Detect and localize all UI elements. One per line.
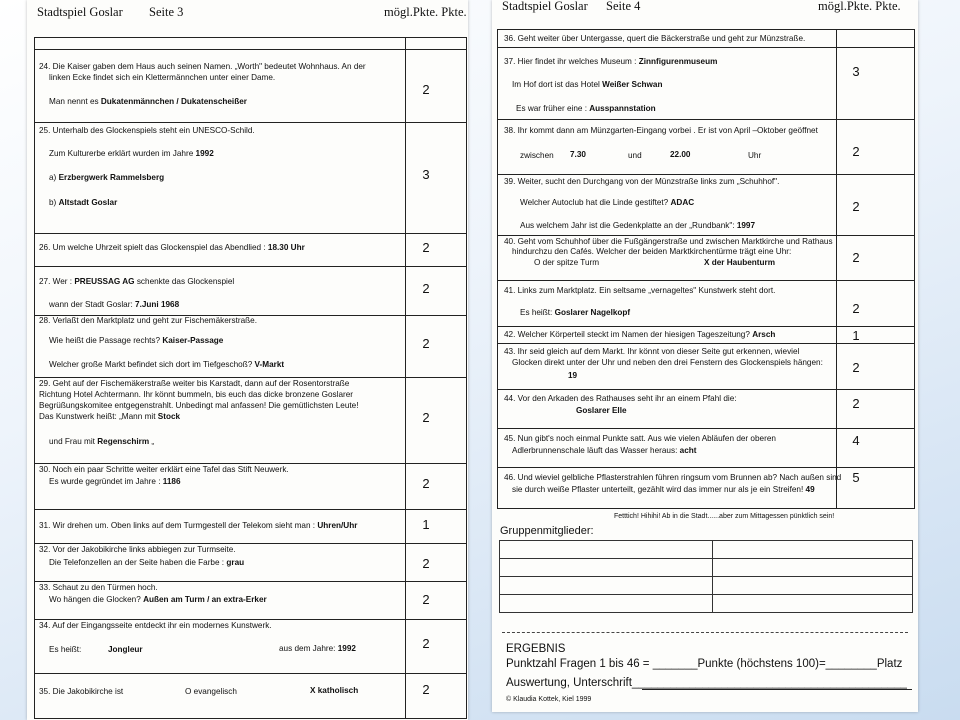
question-24 (35, 50, 466, 123)
question-35 (35, 674, 466, 718)
question-text: Wo hängen die Glocken? (49, 595, 144, 604)
possible-points: 2 (422, 476, 430, 491)
question-text: 43. Ihr seid gleich auf dem Markt. Ihr könnt von dieser Seite gut erkennen, wieviel (504, 347, 800, 356)
question-text: 33. Schaut zu den Türmen hoch. (39, 583, 158, 592)
page-header (492, 0, 918, 16)
possible-points: 2 (852, 301, 860, 316)
answer-value: PREUSSAG AG (74, 277, 135, 286)
separator-line (502, 632, 908, 633)
question-40 (498, 236, 914, 281)
possible-points: 2 (422, 336, 430, 351)
question-text: Welcher Autoclub hat die Linde gestiftet? (520, 198, 671, 207)
question-34 (35, 620, 466, 674)
question-text: Es heißt: (520, 308, 555, 317)
question-39 (498, 175, 914, 236)
answer-value: Jongleur (108, 645, 143, 654)
member-cell[interactable] (713, 595, 913, 613)
possible-points: 2 (852, 396, 860, 411)
question-text: 30. Noch ein paar Schritte weiter erklärt eine Tafel das Stift Neuwerk. (39, 465, 289, 474)
question-text: 36. Geht weiter über Untergasse, quert die Bäckerstraße und geht zur Münzstraße. (504, 34, 806, 43)
question-text: Die Telefonzellen an der Seite haben die Farbe : (49, 558, 227, 567)
question-26 (35, 234, 466, 267)
possible-points: 2 (422, 592, 430, 607)
member-cell[interactable] (500, 577, 713, 595)
member-cell[interactable] (500, 559, 713, 577)
result-line-signature: Auswertung, Unterschrift___________________________________________ (506, 677, 907, 689)
answer-value: 49 (805, 485, 815, 494)
possible-points: 2 (422, 636, 430, 651)
possible-points: 5 (852, 470, 860, 485)
question-text: 37. Hier findet ihr welches Museum : (504, 57, 639, 66)
question-27 (35, 267, 466, 316)
question-text: Uhr (748, 151, 762, 160)
question-37 (498, 48, 914, 120)
question-text: 31. Wir drehen um. Oben links auf dem Turmgestell der Telekom sieht man : (39, 521, 318, 530)
closing-note: Fetttich! Hihihi! Ab in die Stadt......aber zum Mittagessen pünktlich sein! (614, 513, 835, 520)
question-text: Im Hof dort ist das Hotel (512, 80, 603, 89)
answer-value: Regenschirm (97, 437, 150, 446)
possible-points: 2 (422, 410, 430, 425)
answer-value: 19 (568, 371, 578, 380)
question-text: 44. Vor den Arkaden des Rathauses seht ihr an einem Pfahl die: (504, 394, 737, 403)
question-text: aus dem Jahre: (279, 644, 338, 653)
answer-value: 7.30 (570, 150, 586, 159)
possible-points: 2 (422, 682, 430, 697)
option-mark: X der (704, 258, 727, 267)
answer-value: V-Markt (254, 360, 285, 369)
answer-value: acht (679, 446, 697, 455)
question-text: 42. Welcher Körperteil steckt im Namen der hiesigen Tageszeitung? (504, 330, 753, 339)
header-page: Seite 3 (149, 5, 184, 19)
question-text: hindurchzu den Cafés. Welcher der beiden Marktkirchentürme trägt eine Uhr: (512, 247, 792, 256)
question-text: 24. Die Kaiser gaben dem Haus auch seinen Namen. „Worth" bedeutet Wohnhaus. An der (39, 62, 366, 71)
question-text: Wie heißt die Passage rechts? (49, 336, 163, 345)
option-unchecked: O der spitze Turm (534, 258, 600, 267)
question-text: 34. Auf der Eingangsseite entdeckt ihr ein modernes Kunstwerk. (39, 621, 272, 630)
option-unchecked: O evangelisch (185, 687, 237, 696)
question-text: 32. Vor der Jakobikirche links abbiegen zur Turmseite. (39, 545, 236, 554)
member-cell[interactable] (713, 577, 913, 595)
possible-points: 1 (422, 517, 430, 532)
question-text: Es wurde gegründet im Jahre : (49, 477, 163, 486)
answer-value: 1992 (195, 149, 214, 158)
question-text: schenkte das Glockenspiel (134, 277, 235, 286)
answer-value: Goslarer Nagelkopf (554, 308, 631, 317)
question-29 (35, 378, 466, 464)
question-text: zwischen (520, 151, 554, 160)
option-checked: X katholisch (310, 686, 359, 695)
signature-line (642, 689, 912, 690)
answer-value: Arsch (752, 330, 776, 339)
header-points: mögl.Pkte. Pkte. (818, 0, 901, 13)
answer-value: Außen am Turm / an extra-Erker (143, 595, 267, 604)
question-32 (35, 544, 466, 582)
possible-points: 2 (852, 144, 860, 159)
answer-value: 22.00 (670, 150, 691, 159)
table-row-blank (35, 38, 466, 50)
question-text: „ (149, 437, 155, 446)
question-text: 35. Die Jakobikirche ist (39, 687, 124, 696)
question-text: 39. Weiter, sucht den Durchgang von der Münzstraße links zum „Schuhhof". (504, 177, 780, 186)
question-text: Begrüßungskomitee entgegenstrahlt. Unbedingt mal anfassen! Die gemütlichsten Leute! (39, 401, 359, 410)
worksheet-page-3 (27, 0, 468, 720)
question-text: Das Kunstwerk heißt: „Mann mit (39, 412, 158, 421)
question-30 (35, 464, 466, 510)
group-members-label: Gruppenmitglieder: (500, 525, 594, 537)
answer-value: Haubenturm (726, 258, 775, 267)
possible-points: 1 (852, 328, 860, 343)
answer-label: a) (49, 173, 59, 182)
question-31 (35, 510, 466, 544)
question-text: 29. Geht auf der Fischemäkerstraße weiter bis Karstadt, dann auf der Rosentorstraße (39, 379, 350, 388)
question-text: Welcher große Markt befindet sich dort im Tiefgeschoß? (49, 360, 255, 369)
answer-value: Zinnfigurenmuseum (638, 57, 718, 66)
question-25 (35, 123, 466, 234)
answer-value: grau (226, 558, 245, 567)
possible-points: 2 (422, 281, 430, 296)
answer-value: Stock (157, 412, 181, 421)
answer-value: 1992 (337, 644, 356, 653)
possible-points: 2 (422, 82, 430, 97)
question-45 (498, 429, 914, 468)
result-line-score: Punktzahl Fragen 1 bis 46 = _______Punkte (höchstens 100)=________Platz (506, 658, 903, 670)
question-text: 28. Verlaßt den Marktplatz und geht zur Fischemäkerstraße. (39, 316, 257, 325)
question-46 (498, 468, 914, 508)
possible-points: 2 (852, 250, 860, 265)
answer-value: Uhren/Uhr (317, 521, 358, 530)
question-text: 25. Unterhalb des Glockenspiels steht ein UNESCO-Schild. (39, 126, 255, 135)
answer-value: Weißer Schwan (602, 80, 663, 89)
page-header (27, 0, 468, 22)
answer-value: 7.Juni 1968 (135, 300, 180, 309)
possible-points: 2 (852, 360, 860, 375)
possible-points: 4 (852, 433, 860, 448)
header-points: mögl.Pkte. Pkte. (384, 5, 467, 19)
member-cell[interactable] (500, 595, 713, 613)
question-text: Es heißt: (49, 645, 82, 654)
question-text: und (628, 151, 642, 160)
possible-points: 2 (422, 556, 430, 571)
question-38 (498, 120, 914, 175)
question-43 (498, 344, 914, 390)
member-cell[interactable] (713, 559, 913, 577)
answer-value: Erzbergwerk Rammelsberg (58, 173, 165, 182)
question-33 (35, 582, 466, 620)
answer-value: ADAC (670, 198, 695, 207)
question-text: Zum Kulturerbe erklärt wurden im Jahre (49, 149, 196, 158)
question-text: linken Ecke findet sich ein Klettermännchen unter einer Dame. (49, 73, 276, 82)
answer-label: Man nennt es (49, 97, 101, 106)
question-text: 38. Ihr kommt dann am Münzgarten-Eingang vorbei . Er ist von April –Oktober geöffnet (504, 126, 818, 135)
question-44 (498, 390, 914, 429)
question-text: 46. Und wieviel gelbliche Pflasterstrahlen führen ringsum vom Brunnen ab? Nach außen sind (504, 473, 842, 482)
question-text: 27. Wer : (39, 277, 75, 286)
question-36 (498, 30, 914, 48)
answer-value: 1997 (736, 221, 756, 230)
answer-label: b) (49, 198, 59, 207)
member-cell[interactable] (500, 541, 713, 559)
answer-value: Ausspannstation (589, 104, 656, 113)
question-text: Es war früher eine : (516, 104, 590, 113)
question-text: wann der Stadt Goslar: (49, 300, 136, 309)
answer-value: Dukatenmännchen / Dukatenscheißer (100, 97, 247, 106)
worksheet-page-4 (492, 0, 918, 712)
question-text: und Frau mit (49, 437, 98, 446)
question-text: 41. Links zum Marktplatz. Ein seltsame „vernageltes" Kunstwerk steht dort. (504, 286, 776, 295)
group-members-table (499, 540, 913, 613)
header-page: Seite 4 (606, 0, 641, 13)
question-text: 45. Nun gibt's noch einmal Punkte satt. Aus wie vielen Abläufen der oberen (504, 434, 776, 443)
answer-value: 18.30 Uhr (267, 243, 305, 252)
possible-points: 2 (852, 199, 860, 214)
question-text: Adlerbrunnenschale läuft das Wasser heraus: (512, 446, 680, 455)
question-text: Richtung Hotel Achtermann. Ihr könnt bummeln, bis euch das dicke bronzene Goslarer (39, 390, 354, 399)
question-text: Aus welchem Jahr ist die Gedenkplatte an der „Rundbank": (520, 221, 737, 230)
answer-value: Kaiser-Passage (162, 336, 224, 345)
question-text: Glocken direkt unter der Uhr und neben den drei Fenstern des Glockenspiels hängen: (512, 358, 823, 367)
question-table (497, 29, 915, 509)
question-text: 40. Geht vom Schuhhof über die Fußgängerstraße und zwischen Marktkirche und Rathaus (504, 237, 833, 246)
answer-value: Goslarer Elle (576, 406, 627, 415)
question-text: sie durch weiße Pflaster unterteilt, gezählt wird das immer nur als je ein Streifen! (512, 485, 806, 494)
question-text: 26. Um welche Uhrzeit spielt das Glockenspiel das Abendlied : (39, 243, 268, 252)
member-cell[interactable] (713, 541, 913, 559)
possible-points: 2 (422, 240, 430, 255)
possible-points: 3 (422, 167, 430, 182)
result-heading: ERGEBNIS (506, 643, 566, 655)
question-41 (498, 281, 914, 327)
possible-points: 3 (852, 64, 860, 79)
header-title: Stadtspiel Goslar (502, 0, 588, 13)
header-title: Stadtspiel Goslar (37, 5, 123, 19)
question-42 (498, 327, 914, 344)
answer-value: Altstadt Goslar (58, 198, 118, 207)
copyright: © Klaudia Kottek, Kiel 1999 (506, 696, 592, 703)
question-28 (35, 316, 466, 378)
question-table (34, 37, 467, 719)
answer-value: 1186 (162, 477, 181, 486)
